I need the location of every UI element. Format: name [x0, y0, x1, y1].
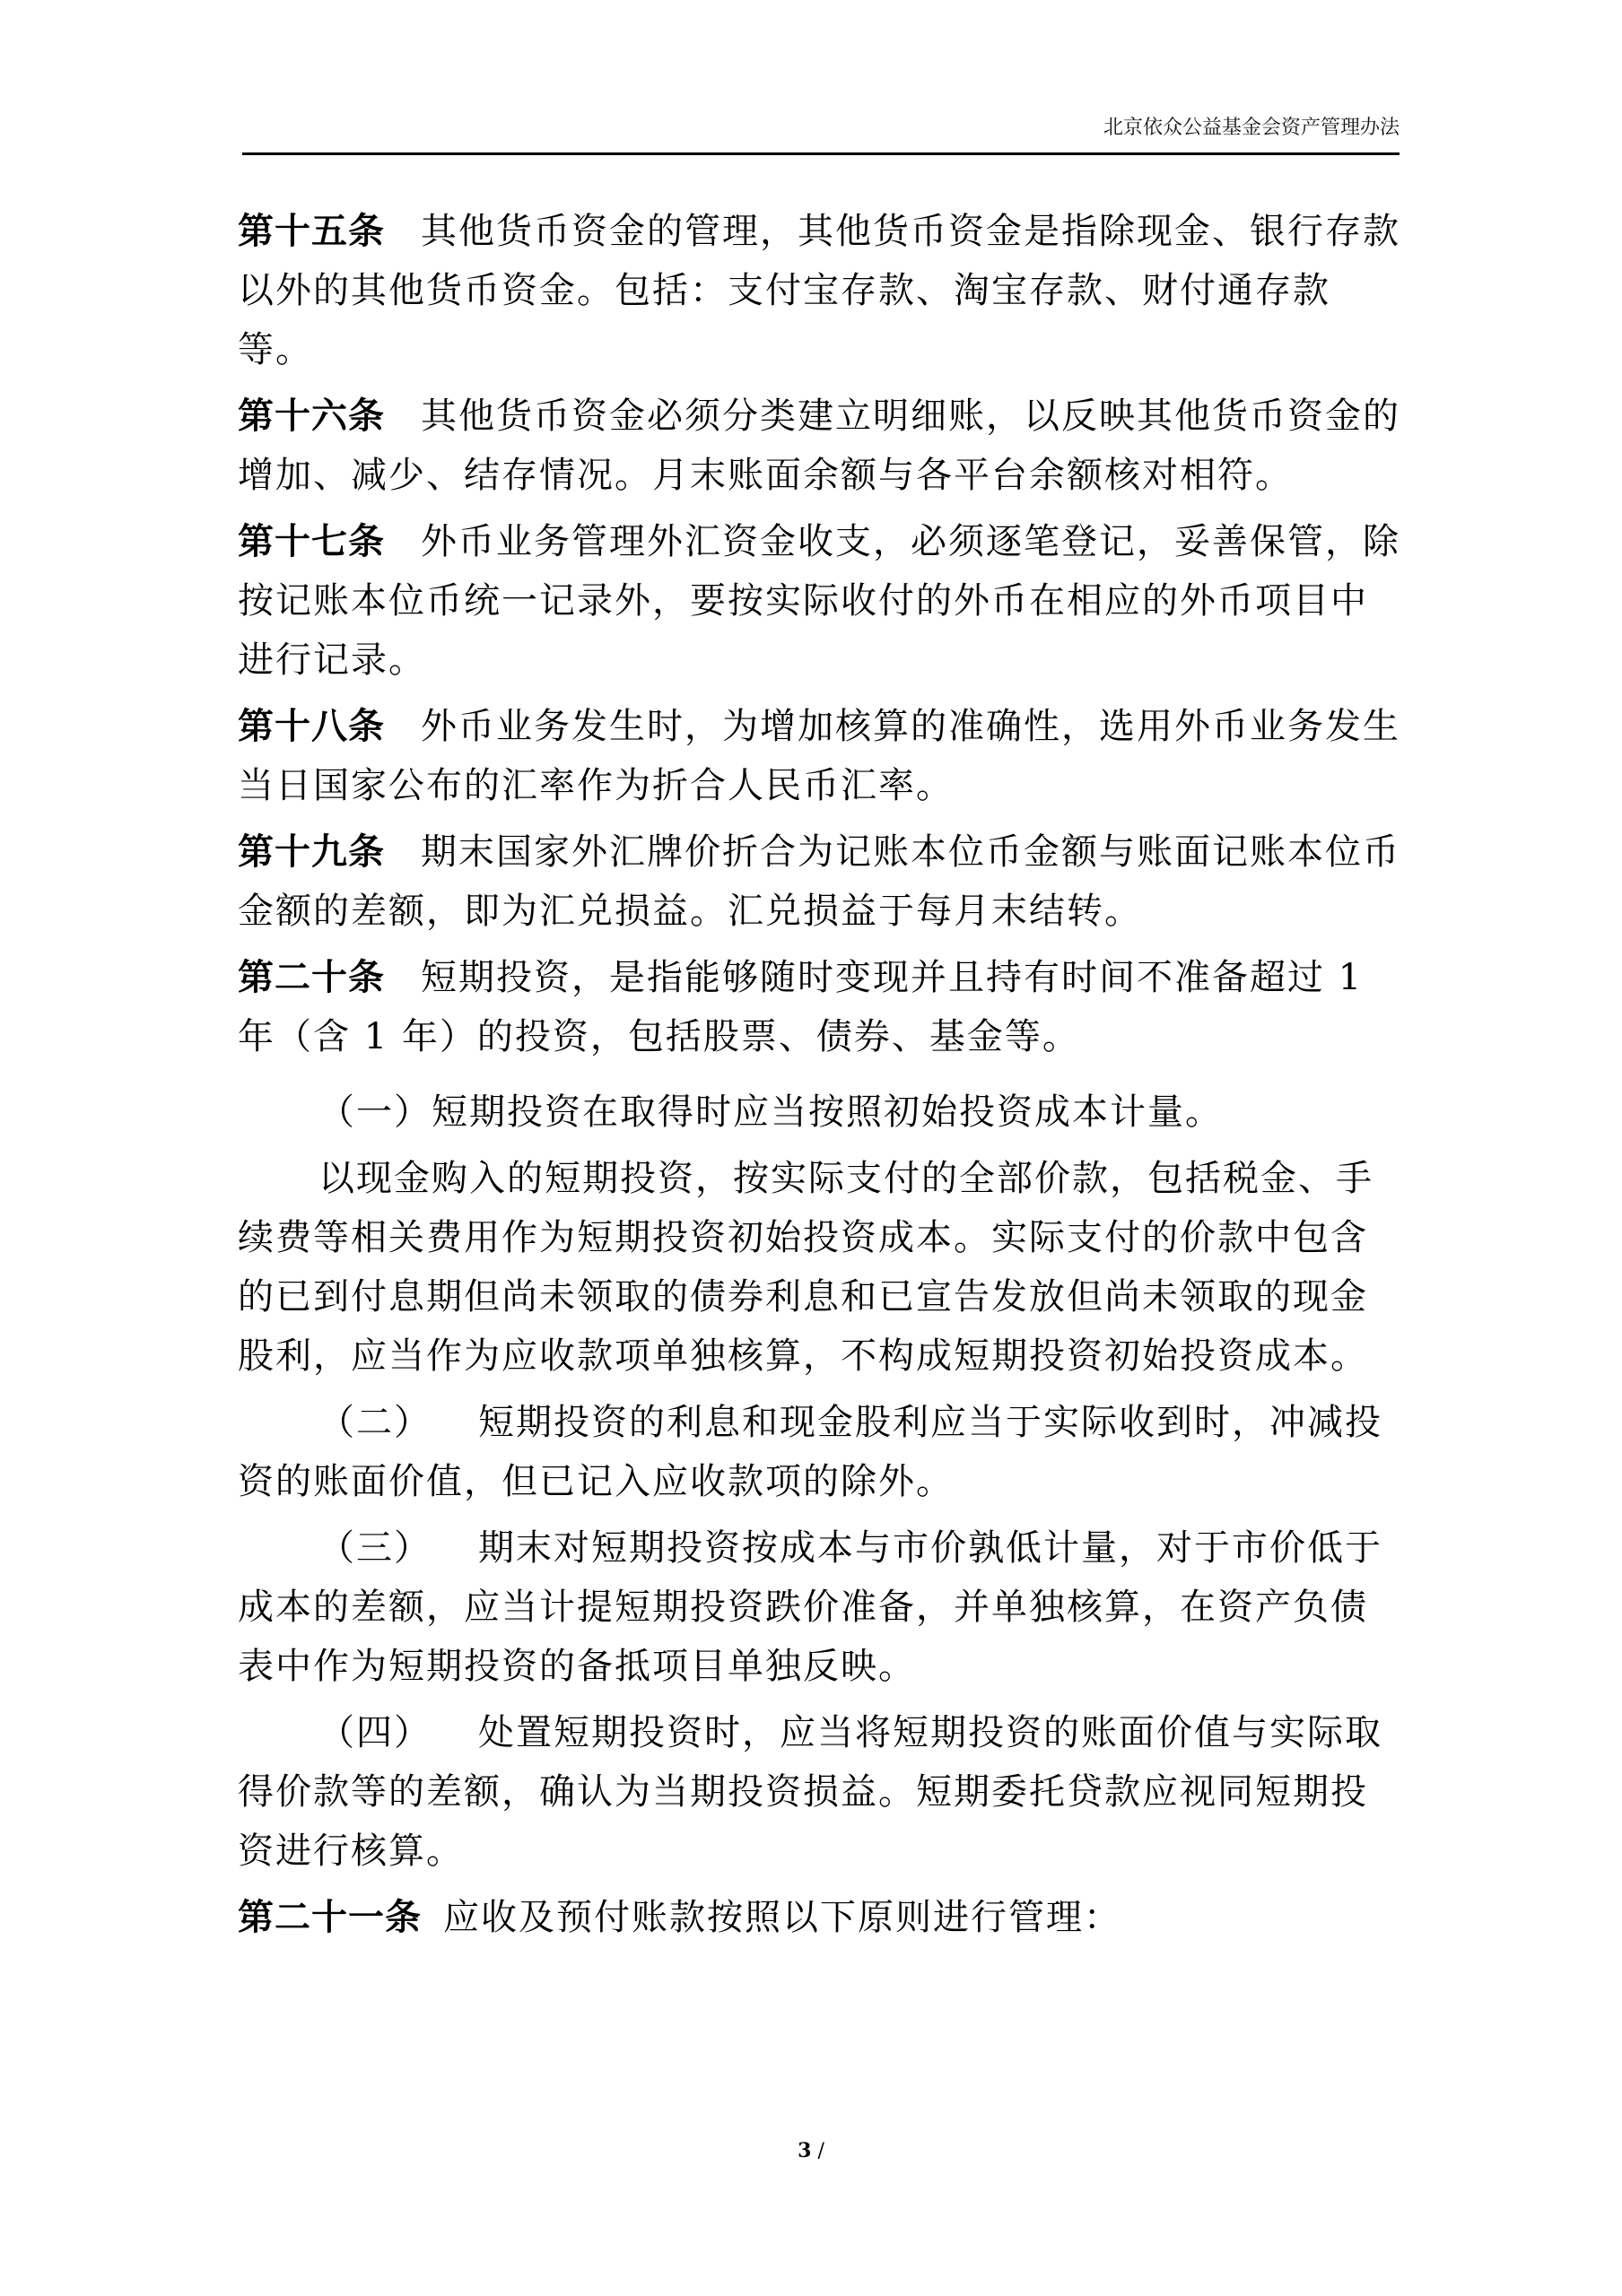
article-16	[238, 387, 1404, 505]
sub-item-1	[238, 1083, 1404, 1142]
article-label: 第十六条	[238, 396, 385, 437]
running-header: 北京依众公益基金会资产管理办法	[1103, 117, 1400, 139]
article-18	[238, 697, 1404, 815]
article-text: 其他货币资金的管理，其他货币资金是指除现金、银行存款以外的其他货币资金。包括：支付宝存款、淘宝存款、财付通存款等。	[238, 211, 1400, 370]
article-label: 第十八条	[238, 706, 385, 747]
article-label: 第二十条	[238, 957, 385, 998]
sub-item-4	[238, 1703, 1404, 1881]
sub-item-2	[238, 1393, 1404, 1511]
article-label: 第十五条	[238, 211, 385, 252]
sub-item-3	[238, 1518, 1404, 1696]
article-17	[238, 512, 1404, 690]
sub-item-text: 短期投资的利息和现金股利应当于实际收到时，冲减投资的账面价值，但已记入应收款项的除外。	[238, 1402, 1382, 1502]
page-footer	[0, 2139, 1622, 2162]
article-text: 其他货币资金必须分类建立明细账，以反映其他货币资金的增加、减少、结存情况。月末账面余额与各平台余额核对相符。	[238, 396, 1400, 496]
sub-item-label: （二）	[318, 1402, 432, 1443]
sub-item-label: （三）	[318, 1527, 432, 1569]
sub-item-text: 处置短期投资时，应当将短期投资的账面价值与实际取得价款等的差额，确认为当期投资损益。短期委托贷款应视同短期投资进行核算。	[238, 1712, 1382, 1872]
sub-item-label: （四）	[318, 1712, 432, 1753]
article-19	[238, 822, 1404, 941]
article-20	[238, 948, 1404, 1066]
article-label: 第十九条	[238, 831, 385, 873]
sub-item-label: （一）	[318, 1091, 432, 1133]
sub-item-1-detail: 以现金购入的短期投资，按实际支付的全部价款，包括税金、手续费等相关费用作为短期投资初始投资成本。实际支付的价款中包含的已到付息期但尚未领取的债券利息和已宣告发放但尚未领取的现金股利，应当作为应收款项单独核算，不构成短期投资初始投资成本。	[238, 1158, 1373, 1377]
document-body	[238, 202, 1404, 1954]
article-text: 外币业务管理外汇资金收支，必须逐笔登记，妥善保管，除按记账本位币统一记录外，要按实际收付的外币在相应的外币项目中进行记录。	[238, 521, 1400, 681]
article-text: 期末国家外汇牌价折合为记账本位币金额与账面记账本位币金额的差额，即为汇兑损益。汇兑损益于每月末结转。	[238, 831, 1400, 932]
article-21	[238, 1888, 1404, 1947]
article-label: 第十七条	[238, 521, 385, 562]
sub-item-text: 期末对短期投资按成本与市价孰低计量，对于市价低于成本的差额，应当计提短期投资跌价准备，并单独核算，在资产负债表中作为短期投资的备抵项目单独反映。	[238, 1527, 1382, 1687]
page-separator: /	[817, 2140, 824, 2162]
article-text: 短期投资，是指能够随时变现并且持有时间不准备超过 1 年（含 1 年）的投资，包括股票、债券、基金等。	[238, 957, 1364, 1057]
article-text: 外币业务发生时，为增加核算的准确性，选用外币业务发生当日国家公布的汇率作为折合人民币汇率。	[238, 706, 1400, 806]
sub-item-text: 短期投资在取得时应当按照初始投资成本计量。	[432, 1091, 1223, 1133]
page-number: 3	[798, 2139, 812, 2162]
header-rule	[242, 152, 1400, 155]
article-label: 第二十一条	[238, 1897, 422, 1938]
article-15	[238, 202, 1404, 379]
article-text: 应收及预付账款按照以下原则进行管理：	[443, 1897, 1121, 1938]
